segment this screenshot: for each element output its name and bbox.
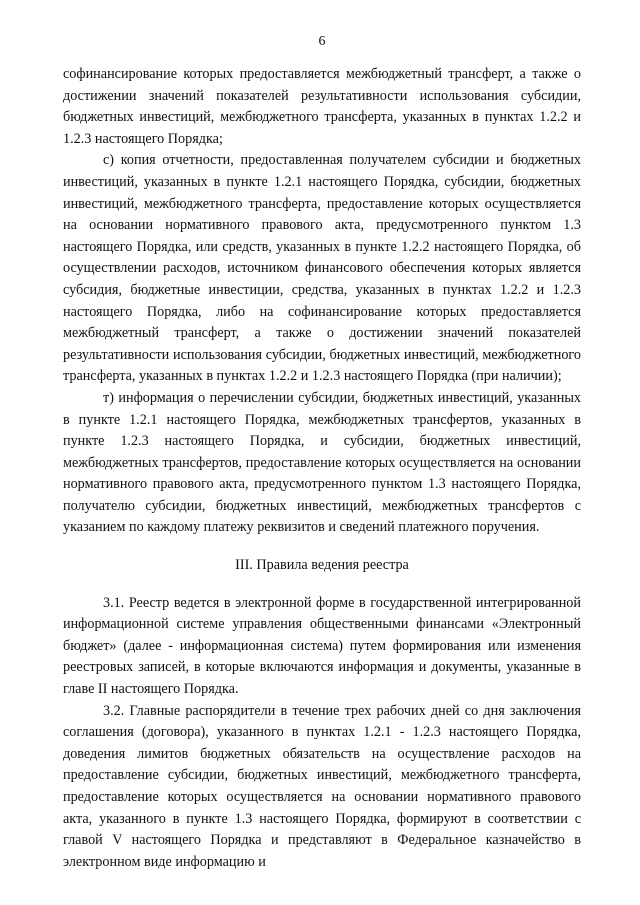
section-heading: III. Правила ведения реестра (235, 557, 409, 574)
paragraph-continuation: софинансирование которых предоставляется межбюджетный трансферт, а также о достижении значений показателей результативности использования субсидии, бюджетных инвестиций, межбюджетного трансферта, указанных в пунктах 1.2.2 и 1.2.3 настоящего Порядка; (63, 66, 581, 147)
paragraph-3-2: 3.2. Главные распорядители в течение трех рабочих дней со дня заключения соглашения (договора), указанного в пунктах 1.2.1 - 1.2.3 настоящего Порядка, доведения лимитов бюджетных обязательств на осуществление расходов на предоставление субсидии, бюджетных инвестиций, межбюджетного трансферта, предоставление которых осуществляется на основании нормативного правового акта, указанного в пункте 1.3 настоящего Порядка, формируют в соответствии с главой V настоящего Порядка и представляют в Федеральное казначейство в электронном виде информацию и (63, 702, 581, 870)
paragraph-3-1: 3.1. Реестр ведется в электронной форме в государственной интегрированной информационной системе управления общественными финансами «Электронный бюджет» (далее - информационная система) путем формирования или изменения реестровых записей, в которые включаются информация и документы, указанные в главе II настоящего Порядка. (63, 594, 581, 698)
paragraph-item-s: с) копия отчетности, предоставленная получателем субсидии и бюджетных инвестиций, указанных в пункте 1.2.1 настоящего Порядка, субсидии, бюджетных инвестиций, межбюджетного трансферта, предоставление которых осуществляется на основании нормативного правового акта, предусмотренного пунктом 1.3 настоящего Порядка, или средств, указанных в пункте 1.2.2 настоящего Порядка, об осуществлении расходов, источником финансового обеспечения которых является субсидия, бюджетные инвестиции, средства, указанных в пунктах 1.2.2 и 1.2.3 настоящего Порядка, либо на софинансирование которых предоставляется межбюджетный трансферт, а также о достижении значений показателей результативности использования субсидии, бюджетных инвестиций, межбюджетного трансферта, указанных в пунктах 1.2.2 и 1.2.3 настоящего Порядка (при наличии); (63, 152, 581, 385)
paragraph-item-t: т) информация о перечислении субсидии, бюджетных инвестиций, указанных в пункте 1.2.1 настоящего Порядка, межбюджетных трансфертов, указанных в пункте 1.2.3 настоящего Порядка, и субсидии, бюджетных инвестиций, межбюджетных трансфертов, предоставление которых осуществляется на основании нормативного правового акта, предусмотренного пунктом 1.3 настоящего Порядка, получателю субсидии, бюджетных инвестиций, межбюджетных трансфертов с указанием по каждому платежу реквизитов и сведений платежного поручения. (63, 389, 581, 536)
page-number: 6 (318, 34, 326, 49)
